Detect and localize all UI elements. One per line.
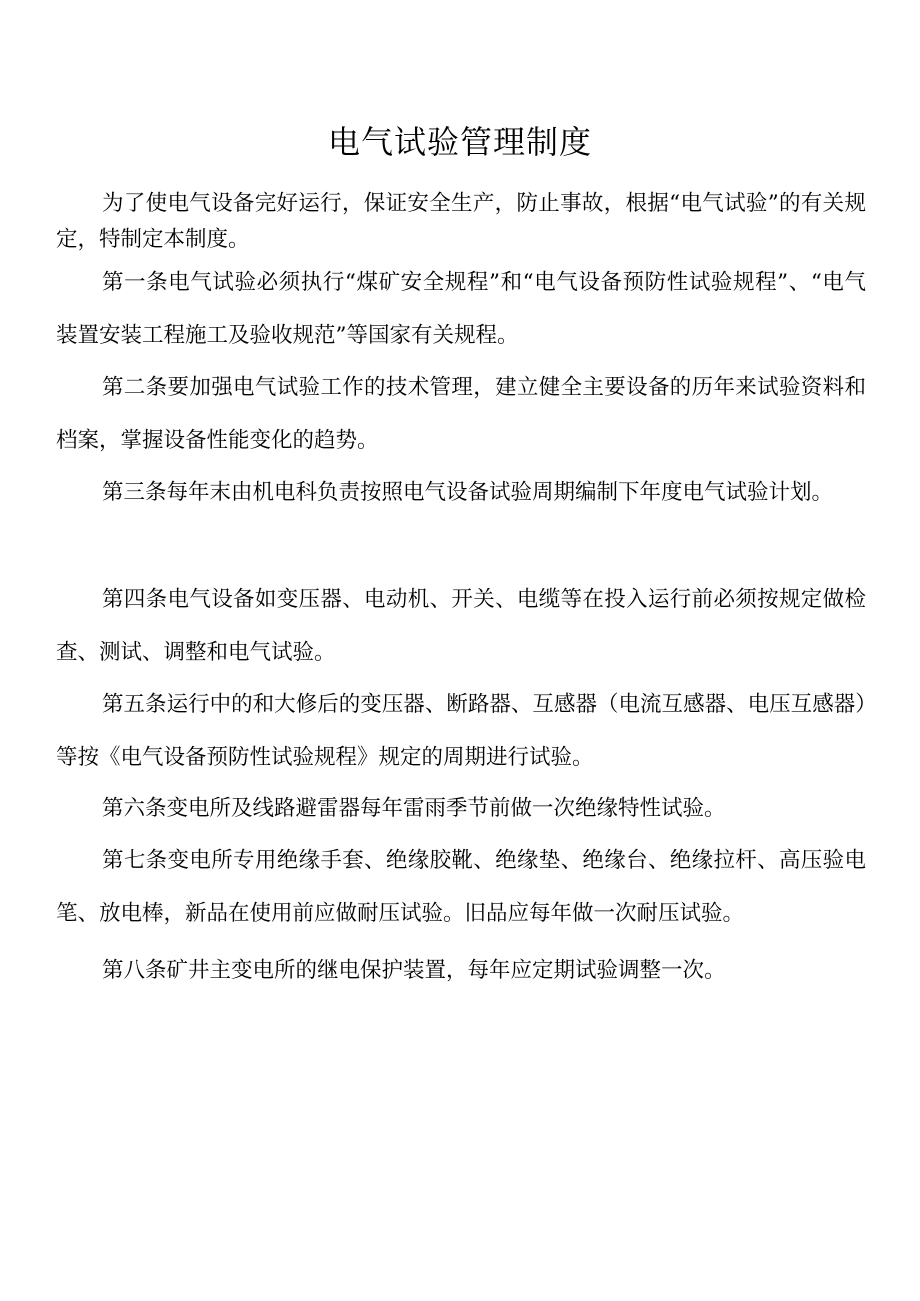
article-2-paragraph: 第二条要加强电气试验工作的技术管理，建立健全主要设备的历年来试验资料和档案，掌握设备性能变化的趋势。 [56, 375, 866, 453]
intro-paragraph: 为了使电气设备完好运行，保证安全生产，防止事故，根据“电气试验”的有关规定，特制定本制度。 [56, 191, 866, 252]
article-3-paragraph: 第三条每年末由机电科负责按照电气设备试验周期编制下年度电气试验计划。 [102, 480, 834, 505]
article-4-paragraph: 第四条电气设备如变压器、电动机、开关、电缆等在投入运行前必须按规定做检查、测试、调整和电气试验。 [56, 587, 866, 665]
article-7-paragraph: 第七条变电所专用绝缘手套、绝缘胶靴、绝缘垫、绝缘台、绝缘拉杆、高压验电笔、放电棒，新品在使用前应做耐压试验。旧品应每年做一次耐压试验。 [56, 848, 866, 926]
article-5-paragraph: 第五条运行中的和大修后的变压器、断路器、互感器（电流互感器、电压互感器）等按《电气设备预防性试验规程》规定的周期进行试验。 [56, 692, 866, 770]
article-6-paragraph: 第六条变电所及线路避雷器每年雷雨季节前做一次绝缘特性试验。 [102, 796, 726, 821]
article-1-paragraph: 第一条电气试验必须执行“煤矿安全规程”和“电气设备预防性试验规程”、“电气装置安装工程施工及验收规范”等国家有关规程。 [56, 270, 866, 348]
document-title: 电气试验管理制度 [327, 123, 592, 161]
article-8-paragraph: 第八条矿井主变电所的继电保护装置，每年应定期试验调整一次。 [102, 958, 726, 983]
